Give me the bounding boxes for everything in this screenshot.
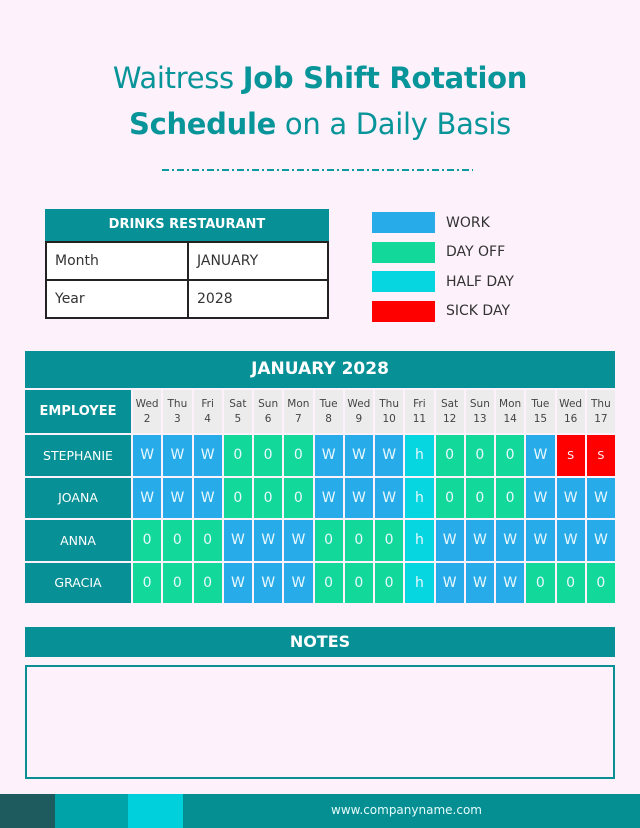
shift-cell[interactable]: W [224,520,252,561]
shift-cell[interactable]: W [284,563,312,604]
title-part-bold: Job Shift Rotation [242,61,528,95]
footer-website-link[interactable]: www.companyname.com [331,803,482,817]
notes-textarea[interactable] [25,665,615,779]
day-date: 13 [473,412,487,425]
shift-cell[interactable]: 0 [315,563,343,604]
day-column-header [315,390,343,433]
day-column-header [284,390,312,433]
schedule-table [25,351,615,603]
day-column-header [194,390,222,433]
day-of-week: Wed [347,397,371,410]
shift-cell[interactable]: W [587,520,615,561]
shift-cell[interactable]: W [557,478,585,519]
shift-cell[interactable]: 0 [315,520,343,561]
footer-color-block [55,794,128,828]
footer [0,794,640,828]
footer-color-block [128,794,183,828]
shift-cell[interactable]: 0 [557,563,585,604]
employee-column-header: EMPLOYEE [25,390,131,433]
day-column-header [133,390,161,433]
info-value[interactable]: 2028 [188,280,328,318]
shift-cell[interactable]: 0 [345,563,373,604]
shift-cell[interactable]: 0 [284,478,312,519]
shift-cell[interactable]: 0 [163,563,191,604]
shift-cell[interactable]: W [254,563,282,604]
shift-cell[interactable]: W [315,478,343,519]
day-date: 11 [412,412,427,425]
page-title [0,55,640,147]
day-column-header [587,390,615,433]
day-of-week: Sat [441,397,459,410]
legend [372,208,514,326]
legend-label: WORK [446,214,490,231]
shift-cell[interactable]: 0 [254,478,282,519]
shift-cell[interactable]: W [436,520,464,561]
title-divider [162,169,473,171]
day-of-week: Thu [167,397,188,410]
day-date: 7 [295,412,302,425]
day-date: 3 [174,412,181,425]
day-date: 6 [264,412,272,425]
schedule-grid [25,390,615,603]
shift-cell[interactable]: 0 [526,563,554,604]
day-date: 4 [204,412,211,425]
info-table-heading: DRINKS RESTAURANT [45,209,329,241]
shift-cell[interactable]: W [163,435,191,476]
shift-cell[interactable]: W [194,435,222,476]
shift-cell[interactable]: W [254,520,282,561]
day-of-week: Thu [591,397,611,410]
shift-cell[interactable]: W [133,478,161,519]
day-of-week: Mon [499,397,522,410]
day-column-header [436,390,464,433]
legend-item [372,297,514,327]
shift-cell[interactable]: 0 [496,435,524,476]
day-date: 9 [355,412,363,425]
day-of-week: Sun [258,397,279,410]
day-date: 2 [143,412,151,425]
info-value[interactable]: JANUARY [188,242,328,280]
day-column-header [163,390,191,433]
day-of-week: Tue [319,397,338,410]
title-part-bold-2: Schedule [128,107,276,141]
shift-cell[interactable]: 0 [436,435,464,476]
info-row-month [46,242,328,280]
title-part-regular: Waitress [112,61,243,95]
day-column-header [405,390,433,433]
day-of-week: Mon [287,397,310,410]
day-date: 8 [325,412,332,425]
shift-cell[interactable]: W [466,520,494,561]
shift-cell[interactable]: 0 [194,520,222,561]
employee-name: GRACIA [25,563,131,604]
shift-cell[interactable]: h [405,563,433,604]
shift-cell[interactable]: 0 [284,435,312,476]
shift-cell[interactable]: 0 [194,563,222,604]
day-date: 10 [382,412,396,425]
shift-cell[interactable]: 0 [345,520,373,561]
shift-cell[interactable]: 0 [224,435,252,476]
shift-cell[interactable]: 0 [587,563,615,604]
legend-swatch [372,242,435,263]
day-column-header [526,390,554,433]
day-date: 17 [594,412,608,425]
shift-cell[interactable]: W [284,520,312,561]
shift-cell[interactable]: 0 [224,478,252,519]
day-of-week: Wed [559,397,583,410]
shift-cell[interactable]: W [345,435,373,476]
shift-cell[interactable]: 0 [375,520,403,561]
shift-cell[interactable]: 0 [375,563,403,604]
shift-cell[interactable]: W [315,435,343,476]
employee-name: ANNA [25,520,131,561]
info-label: Month [46,242,188,280]
shift-cell[interactable]: W [224,563,252,604]
shift-cell[interactable]: 0 [133,563,161,604]
day-date: 16 [563,412,578,425]
day-column-header [254,390,282,433]
day-column-header [345,390,373,433]
shift-cell[interactable]: W [557,520,585,561]
shift-cell[interactable]: W [496,563,524,604]
legend-label: DAY OFF [446,244,506,261]
legend-label: HALF DAY [446,273,514,290]
legend-item [372,208,514,238]
day-column-header [466,390,494,433]
shift-cell[interactable]: 0 [254,435,282,476]
title-part-regular-2: on a Daily Basis [276,107,511,141]
day-column-header [557,390,585,433]
shift-cell[interactable]: 0 [496,478,524,519]
day-of-week: Tue [531,397,550,410]
shift-cell[interactable]: 0 [163,520,191,561]
notes-heading: NOTES [25,627,615,657]
shift-cell[interactable]: 0 [466,478,494,519]
day-column-header [496,390,524,433]
day-column-header [224,390,252,433]
shift-cell[interactable]: W [345,478,373,519]
day-date: 5 [234,412,242,425]
employee-name: JOANA [25,478,131,519]
legend-item [372,267,514,297]
shift-cell[interactable]: W [466,563,494,604]
day-of-week: Sun [469,397,490,410]
shift-cell[interactable]: W [375,478,403,519]
shift-cell[interactable]: W [587,478,615,519]
info-label: Year [46,280,188,318]
shift-cell[interactable]: 0 [133,520,161,561]
day-date: 12 [442,412,457,425]
day-of-week: Fri [201,397,214,410]
shift-cell[interactable]: W [133,435,161,476]
footer-color-block [0,794,55,828]
legend-label: SICK DAY [446,303,510,320]
shift-cell[interactable]: W [496,520,524,561]
legend-item [372,238,514,268]
day-column-header [375,390,403,433]
shift-cell[interactable]: h [405,435,433,476]
shift-cell[interactable]: h [405,520,433,561]
shift-cell[interactable]: W [526,435,554,476]
day-date: 14 [503,412,517,425]
info-row-year [46,280,328,318]
shift-cell[interactable]: W [526,478,554,519]
shift-cell[interactable]: S [587,435,615,476]
legend-swatch [372,301,435,322]
day-of-week: Fri [413,397,426,410]
legend-swatch [372,212,435,233]
shift-cell[interactable]: W [526,520,554,561]
legend-swatch [372,271,435,292]
shift-cell[interactable]: W [436,563,464,604]
shift-cell[interactable]: S [557,435,585,476]
day-of-week: Wed [135,397,159,410]
schedule-title: JANUARY 2028 [25,351,615,388]
employee-name: STEPHANIE [25,435,131,476]
shift-cell[interactable]: 0 [436,478,464,519]
shift-cell[interactable]: W [163,478,191,519]
shift-cell[interactable]: h [405,478,433,519]
shift-cell[interactable]: W [375,435,403,476]
day-of-week: Thu [379,397,399,410]
info-table [45,209,329,319]
day-of-week: Sat [229,397,247,410]
shift-cell[interactable]: 0 [466,435,494,476]
day-date: 15 [533,412,548,425]
shift-cell[interactable]: W [194,478,222,519]
